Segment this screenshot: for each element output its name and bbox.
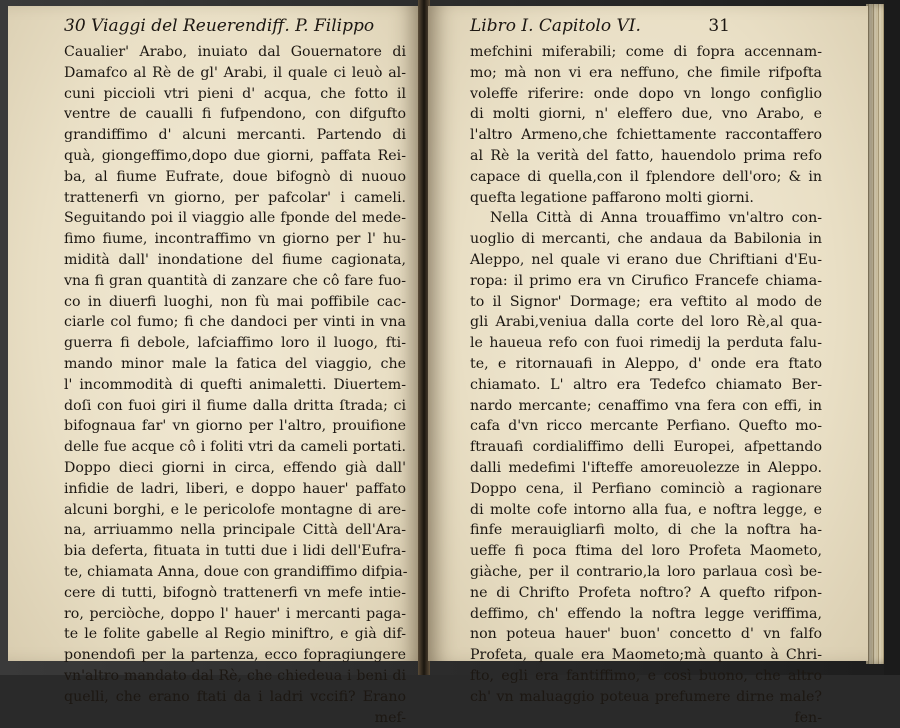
text-line: Aleppo, nel quale vi erano due Chriftiani d'Eu-	[470, 250, 822, 271]
text-line: mefchini miferabili; come di fopra accennam-	[470, 42, 822, 63]
text-line: ch' vn maluaggio poteua prefumere dirne male?	[470, 687, 822, 708]
text-line: trattenerfi vn giorno, per pafcolar' i cameli.	[64, 188, 406, 209]
text-line: delle fue acque cô i foliti vtri da cameli portati.	[64, 437, 406, 458]
text-line: te le folite gabelle al Regio miniftro, e già dif-	[64, 624, 406, 645]
right-running-header	[470, 16, 730, 36]
catchword: mef-	[64, 708, 406, 728]
text-line: fimo fiume, incontraffimo vn giorno per l' hu-	[64, 229, 406, 250]
text-line: vna fi gran quantità di zanzare che cô fare fuo-	[64, 271, 406, 292]
text-line: capace di quella,con il fplendore dell'oro; & in	[470, 167, 822, 188]
text-line: quà, giongeffimo,dopo due giorni, paffata Rei-	[64, 146, 406, 167]
text-line: uoglio di mercanti, che andaua da Babilonia in	[470, 229, 822, 250]
text-line: infidie de ladri, liberi, e doppo hauer' paffato	[64, 479, 406, 500]
text-line: l'altro Armeno,che fchiettamente raccontaffero	[470, 125, 822, 146]
text-line: Profeta, quale era Maometo;mà quanto à Chri-	[470, 645, 822, 666]
text-line: finfe merauigliarfi molto, di che la noftra ha-	[470, 520, 822, 541]
text-line: ne di Chrifto Profeta noftro? A quefto rifpon-	[470, 583, 822, 604]
right-text-block	[470, 42, 822, 728]
text-line: le haueua refo con fuoi rimedij la perduta falu-	[470, 333, 822, 354]
text-line: Nella Città di Anna trouaffimo vn'altro con-	[470, 208, 822, 229]
text-line: mo; mà non vi era neffuno, che fimile rifpofta	[470, 63, 822, 84]
text-line: ueffe fi poca ftima del loro Profeta Maometo,	[470, 541, 822, 562]
text-line: vn'altro mandato dal Rè, che chiedeua i beni di	[64, 666, 406, 687]
text-line: ba, al fiume Eufrate, doue bifognò di nuouo	[64, 167, 406, 188]
text-line: ponendofi per la partenza, ecco fopragiungere	[64, 645, 406, 666]
text-line: al Rè la verità del fatto, hauendolo prima refo	[470, 146, 822, 167]
text-line: ropa: il primo era vn Cirufico Francefe chiama-	[470, 271, 822, 292]
text-line: chiamato. L' altro era Tedefco chiamato Ber-	[470, 375, 822, 396]
text-line: ventre de caualli fi fufpendono, con difgufto	[64, 104, 406, 125]
text-line: Doppo dieci giorni in circa, effendo già dall'	[64, 458, 406, 479]
left-page	[8, 6, 420, 661]
text-line: quelli, che erano ftati da i ladri vccifi? Erano	[64, 687, 406, 708]
background-shadow	[884, 0, 900, 675]
text-line: Caualier' Arabo, inuiato dal Gouernatore di	[64, 42, 406, 63]
text-line: non poteua hauer' buon' concetto d' vn falfo	[470, 624, 822, 645]
text-line: Seguitando poi il viaggio alle fponde del mede-	[64, 208, 406, 229]
text-line: cafa d'vn ricco mercante Perfiano. Quefto mo-	[470, 416, 822, 437]
catchword: fen-	[470, 708, 822, 728]
text-line: grandiffimo d' alcuni mercanti. Partendo di	[64, 125, 406, 146]
text-line: giàche, per il contrario,la loro parlaua così be-	[470, 562, 822, 583]
text-line: Damafco al Rè de gl' Arabi, il quale ci leuò al-	[64, 63, 406, 84]
right-page-number: 31	[708, 16, 730, 36]
text-line: bifognaua far' vn giorno per l'altro, prouifione	[64, 416, 406, 437]
text-line: di molti giorni, n' eleffero due, vno Arabo, e	[470, 104, 822, 125]
text-line: cuni piccioli vtri pieni d' acqua, che fotto il	[64, 84, 406, 105]
text-line: deffimo, ch' effendo la noftra legge veriffima,	[470, 604, 822, 625]
text-line: te, chiamata Anna, doue con grandiffimo difpia-	[64, 562, 406, 583]
text-line: na, arriuammo nella principale Città dell'Ara-	[64, 520, 406, 541]
text-line: midità dall' inondatione del fiume cagionata,	[64, 250, 406, 271]
text-line: gli Arabi,veniua dalla corte del loro Rè,al qua-	[470, 312, 822, 333]
text-line: to il Signor' Dormage; era veftito al modo de	[470, 292, 822, 313]
text-line: cere di tutti, bifognò trattenerfi vn mefe intie-	[64, 583, 406, 604]
text-line: bia deferta, fituata in tutti due i lidi dell'Eufra-	[64, 541, 406, 562]
text-line: fto, egli era fantiffimo, e così buono, che altro	[470, 666, 822, 687]
text-line: ro, perciòche, doppo l' hauer' i mercanti paga-	[64, 604, 406, 625]
text-line: quefta legatione paffarono molti giorni.	[470, 188, 822, 209]
text-line: dalli medefimi l'ifteffe amoreuolezze in Aleppo.	[470, 458, 822, 479]
text-line: co in diuerfi luoghi, non fù mai poffibile cac-	[64, 292, 406, 313]
left-header-title: Viaggi del Reuerendiff. P. Filippo	[91, 16, 374, 36]
left-page-number: 30	[64, 16, 86, 36]
text-line: nardo mercante; cenaffimo vna fera con effi, in	[470, 396, 822, 417]
left-text-block	[64, 42, 406, 728]
text-line: te, e ritornauafi in Aleppo, d' onde era ftato	[470, 354, 822, 375]
left-running-header	[64, 16, 374, 36]
text-line: ciarle col fumo; fi che dandoci per vinti in vna	[64, 312, 406, 333]
text-line: ftrauafi cordialiffimo delli Europei, afpettando	[470, 437, 822, 458]
text-line: di molte cofe intorno alla fua, e noftra legge, e	[470, 500, 822, 521]
text-line: mando minor male la fatica del viaggio, che	[64, 354, 406, 375]
right-page	[428, 6, 868, 661]
text-line: l' incommodità di quefti animaletti. Diuertem-	[64, 375, 406, 396]
text-line: alcuni borghi, e le pericolofe montagne di are-	[64, 500, 406, 521]
text-line: guerra fi debole, lafciaffimo loro il luogo, fti-	[64, 333, 406, 354]
right-header-title: Libro I. Capitolo VI.	[470, 16, 641, 36]
text-line: voleffe riferire: onde dopo vn longo configlio	[470, 84, 822, 105]
text-line: doſi con fuoi giri il fiume dalla dritta ſtrada; ci	[64, 396, 406, 417]
text-line: Doppo cena, il Perfiano cominciò a ragionare	[470, 479, 822, 500]
